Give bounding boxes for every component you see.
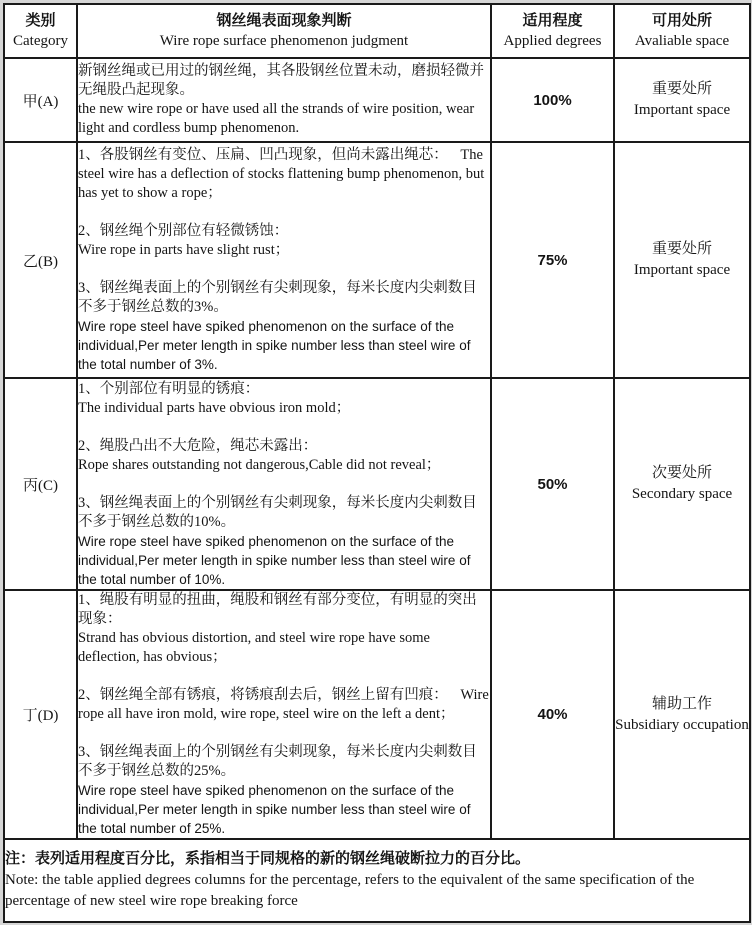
header-space-zh: 可用处所	[651, 13, 712, 29]
phenomenon-cell-d	[77, 590, 491, 839]
space-cell-a	[614, 58, 750, 142]
item-en: Wire rope steel have spiked phenomenon on the surface of the individual,Per meter length in spike number less than steel wire of the total number of 25%.	[78, 783, 471, 836]
phenomenon-item	[78, 437, 490, 475]
header-applied-degrees	[491, 4, 614, 58]
item-zh: 3、钢丝绳表面上的个别钢丝有尖刺现象，每米长度内尖刺数目不多于钢丝总数的3%。	[78, 280, 477, 315]
table-row-category-d	[4, 590, 750, 839]
item-zh: 3、钢丝绳表面上的个别钢丝有尖刺现象，每米长度内尖刺数目不多于钢丝总数的25%。	[78, 744, 477, 779]
item-en: Wire rope steel have spiked phenomenon on the surface of the individual,Per meter length in spike number less than steel wire of the total number of 10%.	[78, 533, 471, 587]
table-row-category-a	[4, 58, 750, 142]
space-cell-c	[614, 378, 750, 590]
table-row-category-c	[4, 378, 750, 590]
table-note-row	[4, 839, 750, 922]
phenomenon-item	[78, 743, 490, 838]
note-cell	[4, 839, 750, 922]
item-zh: 2、绳股凸出不大危险，绳芯未露出：	[78, 437, 318, 454]
space-zh: 重要处所	[651, 241, 712, 257]
item-en: Wire rope in parts have slight rust；	[78, 242, 290, 258]
space-zh: 次要处所	[651, 465, 712, 481]
table-row-category-b	[4, 142, 750, 378]
phenomenon-item	[78, 686, 490, 724]
category-cell-d: 丁(D)	[4, 590, 77, 839]
header-phenomenon	[77, 4, 491, 58]
item-en: The individual parts have obvious iron mold；	[78, 399, 351, 416]
applied-cell-a: 100%	[491, 58, 614, 142]
header-applied-en: Applied degrees	[503, 33, 602, 49]
header-category-zh: 类别	[25, 13, 56, 29]
phenomenon-item	[78, 279, 490, 374]
phenomenon-item	[78, 380, 490, 418]
item-zh: 2、钢丝绳个别部位有轻微锈蚀：	[78, 223, 289, 239]
header-category	[4, 4, 77, 58]
item-zh: 2、钢丝绳全部有锈痕，将锈痕刮去后，钢丝上留有凹痕：	[78, 687, 448, 703]
note-zh: 注：表列适用程度百分比，系指相当于同规格的新的钢丝绳破断拉力的百分比。	[5, 851, 531, 867]
item-zh: 1、绳股有明显的扭曲，绳股和钢丝有部分变位，有明显的突出现象：	[78, 592, 477, 627]
header-space-en: Avaliable space	[634, 33, 730, 49]
phenomenon-item	[78, 62, 490, 138]
applied-cell-b: 75%	[491, 142, 614, 378]
space-zh: 重要处所	[651, 81, 712, 97]
note-en: Note: the table applied degrees columns for the percentage, refers to the equivalent of the same specification of the percentage of new steel wire rope breaking force	[5, 872, 695, 909]
item-en: the new wire rope or have used all the strands of wire position, wear light and cordless bump phenomenon.	[78, 101, 475, 136]
phenomenon-item	[78, 146, 490, 203]
header-applied-zh: 适用程度	[522, 13, 583, 29]
applied-cell-c: 50%	[491, 378, 614, 590]
header-phenomenon-zh: 钢丝绳表面现象判断	[216, 13, 352, 29]
phenomenon-cell-b	[77, 142, 491, 378]
phenomenon-cell-c	[77, 378, 491, 590]
phenomenon-item	[78, 591, 490, 667]
phenomenon-cell-a	[77, 58, 491, 142]
space-en: Important space	[633, 262, 731, 278]
space-en: Secondary space	[631, 486, 733, 502]
space-cell-d	[614, 590, 750, 839]
item-zh: 1、个别部位有明显的锈痕：	[78, 380, 260, 397]
item-en: Strand has obvious distortion, and steel wire rope have some deflection, has obvious；	[78, 630, 430, 665]
category-cell-b: 乙(B)	[4, 142, 77, 378]
table-header-row	[4, 4, 750, 58]
header-phenomenon-en: Wire rope surface phenomenon judgment	[159, 33, 409, 49]
item-en: Wire rope all have iron mold, wire rope, steel wire on the left a dent；	[78, 687, 489, 722]
phenomenon-item	[78, 222, 490, 260]
item-en: The steel wire has a deflection of stocks flattening bump phenomenon, but has yet to show a rope；	[78, 147, 485, 201]
header-available-space	[614, 4, 750, 58]
applied-cell-d: 40%	[491, 590, 614, 839]
space-zh: 辅助工作	[651, 695, 712, 712]
item-zh: 1、各股钢丝有变位、压扁、凹凸现象，但尚未露出绳芯：	[78, 147, 448, 163]
space-en: Important space	[633, 102, 731, 118]
wire-rope-judgment-table	[3, 3, 751, 923]
space-cell-b	[614, 142, 750, 378]
space-en: Subsidiary occupation	[615, 716, 749, 733]
category-cell-c: 丙(C)	[4, 378, 77, 590]
item-en: Wire rope steel have spiked phenomenon on the surface of the individual,Per meter length in spike number less than steel wire of the total number of 3%.	[78, 319, 471, 372]
item-zh: 新钢丝绳或已用过的钢丝绳，其各股钢丝位置未动，磨损轻微并无绳股凸起现象。	[78, 63, 484, 98]
item-zh: 3、钢丝绳表面上的个别钢丝有尖刺现象，每米长度内尖刺数目不多于钢丝总数的10%。	[78, 494, 477, 530]
item-en: Rope shares outstanding not dangerous,Cable did not reveal；	[78, 456, 441, 473]
category-cell-a: 甲(A)	[4, 58, 77, 142]
header-category-en: Category	[13, 33, 68, 49]
phenomenon-item	[78, 494, 490, 589]
